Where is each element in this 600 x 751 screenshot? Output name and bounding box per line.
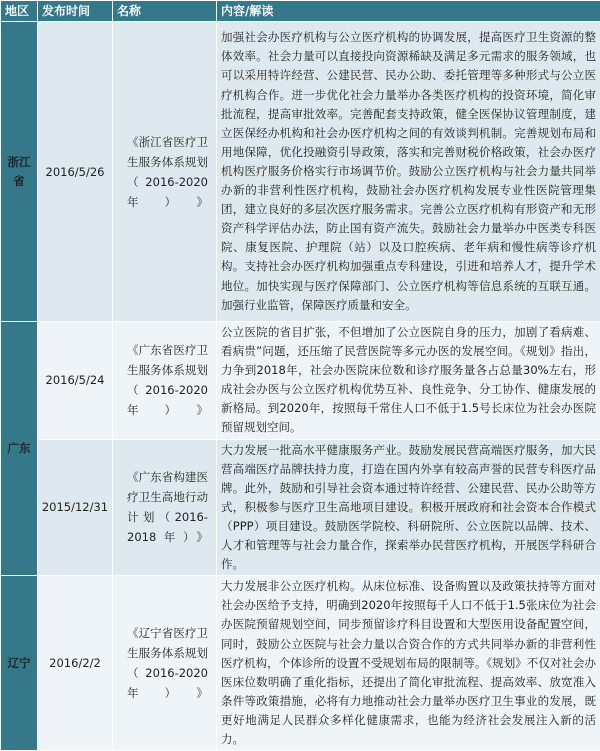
content-cell: 公立医院的省目扩张，不但增加了公立医院自身的压力，加剧了看病难、看病贵”问题，还压缩了民营医院等多元办医的发展空间。《规划》指出，力争到2018年，社会办医院床位数和诊疗服务量各占总量30%左右，形成社会办医与公立医疗机构优势互补、良性竞争、分工协作、健康发展的新格局。到2020年，按照每千常住人口不低于1.5号长床位为社会办医院预留规划空间。 xyxy=(217,322,600,440)
header-name: 名称 xyxy=(113,1,217,22)
header-content: 内容/解读 xyxy=(217,1,600,22)
date-cell: 2015/12/31 xyxy=(38,439,113,576)
header-region: 地区 xyxy=(1,1,38,22)
date-cell: 2016/5/26 xyxy=(38,22,113,322)
region-cell: 辽宁 xyxy=(1,576,38,751)
table-row xyxy=(1,322,600,440)
content-cell: 加强社会办医疗机构与公立医疗机构的协调发展，提高医疗卫生资源的整体效率。社会力量可以直接投向资源稀缺及满足多元需求的服务领域，也可以采用特许经营、公建民营、民办公助、委托管理等多种形式与公立医疗机构合作。进一步优化社会力量举办各类医疗机构的投资环境，简化审批流程，提高审批效率。完善配套支持政策，健全医保协议管理制度，建立医保经办机构和社会办医疗机构之间的有效谈判机制。完善规划布局和用地保障，优化投融资引导政策，落实和完善财税价格政策，社会办医疗机构医疗服务价格实行市场调节价。鼓励公立医疗机构与社会力量共同举办新的非营利性医疗机构，鼓励社会办医疗机构发展专业性医院管理集团，建立良好的多层次医疗服务需求。完善公立医疗机构有形资产和无形资产科学评估办法，防止国有资产流失。鼓励社会力量举办中医类专科医院、康复医院、护理院（站）以及口腔疾病、老年病和慢性病等诊疗机构。支持社会办医疗机构加强重点专科建设，引进和培养人才，提升学术地位。加快实现与医疗保障部门、公立医疗机构等信息系统的互联互通。加强行业监管，保障医疗质量和安全。 xyxy=(217,22,600,322)
table-row xyxy=(1,439,600,576)
header-row xyxy=(1,1,600,22)
policy-name-cell: 《浙江省医疗卫生服务体系规划（2016-2020年）》 xyxy=(113,22,217,322)
content-cell: 大力发展一批高水平健康服务产业。鼓励发展民营高端医疗服务，加大民营高端医疗品牌扶持力度，打造在国内外享有较高声誉的民营专科医疗品牌。此外，鼓励和引导社会资本通过特许经营、公建民营、民办公助等方式，积极参与医疗卫生高地项目建设。积极开展政府和社会资本合作模式（PPP）项目建设。鼓励医学院校、科研院所、公立医院以品牌、技术、人才和管理等与社会力量合作，探索举办民营医疗机构，开展医学科研合作。 xyxy=(217,439,600,576)
table-row xyxy=(1,22,600,322)
region-cell: 广东 xyxy=(1,322,38,576)
date-cell: 2016/2/2 xyxy=(38,576,113,751)
table-row xyxy=(1,576,600,751)
policy-name-cell: 《广东省构建医疗卫生高地行动计划（2016-2018年）》 xyxy=(113,439,217,576)
header-date: 发布时间 xyxy=(38,1,113,22)
policy-name-cell: 《广东省医疗卫生服务体系规划（2016-2020年）》 xyxy=(113,322,217,440)
policy-name-cell: 《辽宁省医疗卫生服务体系规划（2016-2020年）》 xyxy=(113,576,217,751)
date-cell: 2016/5/24 xyxy=(38,322,113,440)
content-cell: 大力发展非公立医疗机构。从床位标准、设备购置以及政策扶持等方面对社会办医给予支持，明确到2020年按照每千人口不低于1.5张床位为社会办医院预留规划空间，同步预留诊疗科目设置和大型医用设备配置空间，同时，鼓励公立医院与社会力量以合资合作的方式共同举办新的非营利性医疗机构，个体诊所的设置不受规划布局的限制等。《规划》不仅对社会办医床位数明确了重化指标，还提出了简化审批流程、提高效率、放宽准入条件等政策措施，必将有力地推动社会力量举办医疗卫生事业的发展，既更好地满足人民群众多样化健康需求，也能为经济社会发展注入新的活力。 xyxy=(217,576,600,751)
region-cell: 浙江省 xyxy=(1,22,38,322)
